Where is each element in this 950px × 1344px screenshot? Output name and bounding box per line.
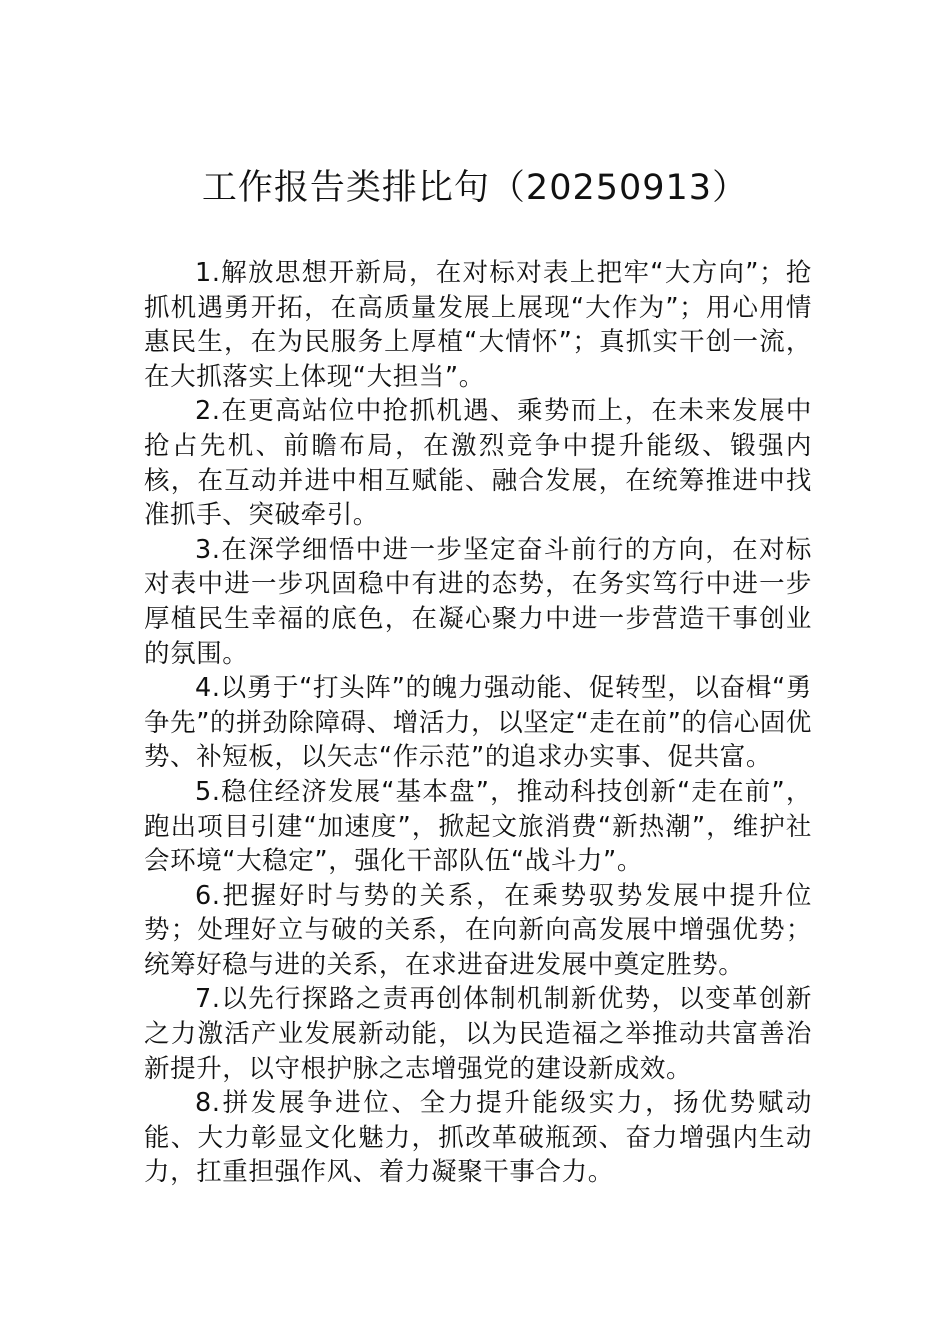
document-title: 工作报告类排比句（20250913） xyxy=(201,168,749,208)
paragraph-6: 6.把握好时与势的关系，在乘势驭势发展中提升位势；处理好立与破的关系，在向新向高发展中增强优势；统筹好稳与进的关系，在求进奋进发展中奠定胜势。 xyxy=(144,880,812,980)
paragraph-4: 4.以勇于“打头阵”的魄力强动能、促转型，以奋楫“勇争先”的拼劲除障碍、增活力，以坚定“走在前”的信心固优势、补短板，以矢志“作示范”的追求办实事、促共富。 xyxy=(144,673,812,773)
paragraph-2: 2.在更高站位中抢抓机遇、乘势而上，在未来发展中抢占先机、前瞻布局，在激烈竞争中提升能级、锻强内核，在互动并进中相互赋能、融合发展，在统筹推进中找准抓手、突破牵引。 xyxy=(144,396,812,531)
paragraph-5: 5.稳住经济发展“基本盘”，推动科技创新“走在前”，跑出项目引建“加速度”，掀起文旅消费“新热潮”，维护社会环境“大稳定”，强化干部队伍“战斗力”。 xyxy=(144,776,812,877)
paragraph-8: 8.拼发展争进位、全力提升能级实力，扬优势赋动能、大力彰显文化魅力，抓改革破瓶颈、奋力增强内生动力，扛重担强作风、着力凝聚干事合力。 xyxy=(144,1088,812,1188)
paragraph-1: 1.解放思想开新局，在对标对表上把牢“大方向”；抢抓机遇勇开拓，在高质量发展上展现“大作为”；用心用情惠民生，在为民服务上厚植“大情怀”；真抓实干创一流，在大抓落实上体现“大担当”。 xyxy=(144,258,812,392)
document-body xyxy=(144,256,812,1190)
paragraph-7: 7.以先行探路之责再创体制机制新优势，以变革创新之力激活产业发展新动能，以为民造福之举推动共富善治新提升，以守根护脉之志增强党的建设新成效。 xyxy=(144,984,812,1084)
paragraph-3: 3.在深学细悟中进一步坚定奋斗前行的方向，在对标对表中进一步巩固稳中有进的态势，在务实笃行中进一步厚植民生幸福的底色，在凝心聚力中进一步营造干事创业的氛围。 xyxy=(144,534,812,669)
